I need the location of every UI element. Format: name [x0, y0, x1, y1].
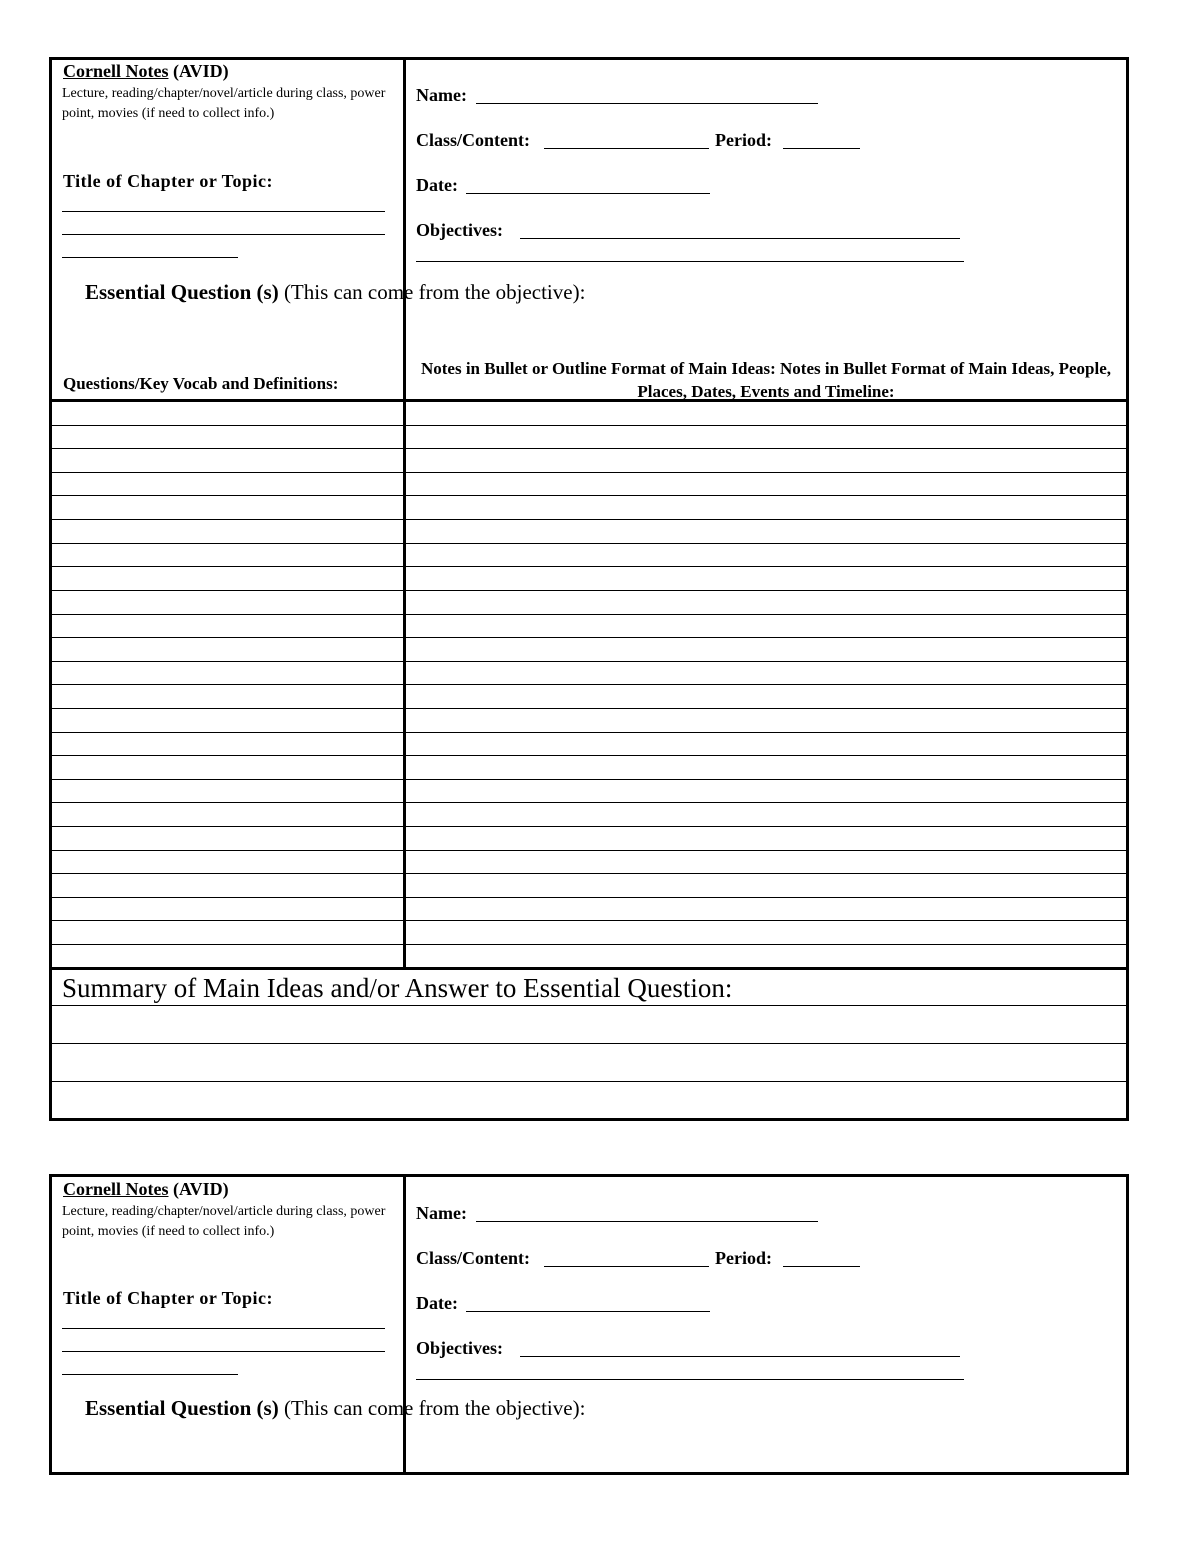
essential-question	[85, 282, 585, 303]
essential-question-note-2: (This can come from the objective):	[278, 1396, 586, 1420]
name-label-2: Name:	[416, 1203, 467, 1223]
date-label: Date:	[416, 175, 458, 195]
class-field-2[interactable]	[544, 1266, 709, 1267]
topic-line-3[interactable]	[62, 257, 238, 258]
left-column-heading: Questions/Key Vocab and Definitions:	[63, 374, 339, 393]
notes-top-border	[49, 399, 1129, 402]
objectives-label-2: Objectives:	[416, 1338, 503, 1358]
period-field-2[interactable]	[783, 1266, 860, 1267]
topic-line-2-1[interactable]	[62, 1328, 385, 1329]
class-label-2: Class/Content:	[416, 1248, 531, 1268]
name-field[interactable]	[476, 103, 818, 104]
topic-label: Title of Chapter or Topic:	[63, 171, 274, 191]
summary-line[interactable]	[49, 1043, 1129, 1044]
description-text: Lecture, reading/chapter/novel/article during class, power point, movies (if need to collect info.)	[62, 86, 386, 121]
avid-label: (AVID)	[168, 61, 229, 81]
essential-question-note: (This can come from the objective):	[278, 280, 586, 304]
objectives-field-2-2[interactable]	[416, 1379, 964, 1380]
note-line[interactable]	[49, 779, 1129, 780]
essential-question-2	[85, 1398, 585, 1419]
note-line[interactable]	[49, 802, 1129, 803]
note-line[interactable]	[49, 566, 1129, 567]
summary-heading: Summary of Main Ideas and/or Answer to Essential Question:	[62, 973, 733, 1003]
note-line[interactable]	[49, 897, 1129, 898]
objectives-field-2[interactable]	[416, 261, 964, 262]
note-line[interactable]	[49, 519, 1129, 520]
topic-label-2: Title of Chapter or Topic:	[63, 1288, 274, 1308]
objectives-field-2-1[interactable]	[520, 1356, 960, 1357]
cornell-sheet-1	[49, 57, 1129, 1121]
avid-label-2: (AVID)	[168, 1179, 229, 1199]
note-line[interactable]	[49, 826, 1129, 827]
note-line[interactable]	[49, 495, 1129, 496]
note-line[interactable]	[49, 920, 1129, 921]
note-line[interactable]	[49, 637, 1129, 638]
title-block-2	[63, 1180, 229, 1198]
note-line[interactable]	[49, 944, 1129, 945]
note-line[interactable]	[49, 850, 1129, 851]
summary-line[interactable]	[49, 1081, 1129, 1082]
note-line[interactable]	[49, 873, 1129, 874]
note-line[interactable]	[49, 614, 1129, 615]
description-text-2: Lecture, reading/chapter/novel/article during class, power point, movies (if need to collect info.)	[62, 1204, 386, 1239]
topic-line-1[interactable]	[62, 211, 385, 212]
title-block	[63, 62, 229, 80]
objectives-field-1[interactable]	[520, 238, 960, 239]
column-divider	[403, 57, 406, 969]
note-line[interactable]	[49, 755, 1129, 756]
topic-line-2[interactable]	[62, 234, 385, 235]
class-field[interactable]	[544, 148, 709, 149]
period-field[interactable]	[783, 148, 860, 149]
cornell-notes-title-2: Cornell Notes	[63, 1179, 169, 1199]
note-line[interactable]	[49, 590, 1129, 591]
right-column-heading: Notes in Bullet or Outline Format of Main Ideas: Notes in Bullet Format of Main Ideas, People, Places, Dates, Events and Timeline:	[420, 359, 1112, 401]
name-label: Name:	[416, 85, 467, 105]
summary-line[interactable]	[49, 1005, 1129, 1006]
column-divider-2	[403, 1174, 406, 1475]
note-line[interactable]	[49, 448, 1129, 449]
date-field-2[interactable]	[466, 1311, 710, 1312]
cornell-notes-title: Cornell Notes	[63, 61, 169, 81]
summary-top-border	[49, 967, 1129, 970]
objectives-label: Objectives:	[416, 220, 503, 240]
name-field-2[interactable]	[476, 1221, 818, 1222]
period-label: Period:	[715, 130, 772, 150]
note-line[interactable]	[49, 732, 1129, 733]
note-line[interactable]	[49, 708, 1129, 709]
note-line[interactable]	[49, 661, 1129, 662]
note-line[interactable]	[49, 425, 1129, 426]
date-field[interactable]	[466, 193, 710, 194]
note-line[interactable]	[49, 543, 1129, 544]
essential-question-label: Essential Question (s)	[85, 280, 279, 304]
note-line[interactable]	[49, 472, 1129, 473]
note-line[interactable]	[49, 684, 1129, 685]
date-label-2: Date:	[416, 1293, 458, 1313]
period-label-2: Period:	[715, 1248, 772, 1268]
topic-line-2-3[interactable]	[62, 1374, 238, 1375]
essential-question-label-2: Essential Question (s)	[85, 1396, 279, 1420]
topic-line-2-2[interactable]	[62, 1351, 385, 1352]
class-label: Class/Content:	[416, 130, 531, 150]
